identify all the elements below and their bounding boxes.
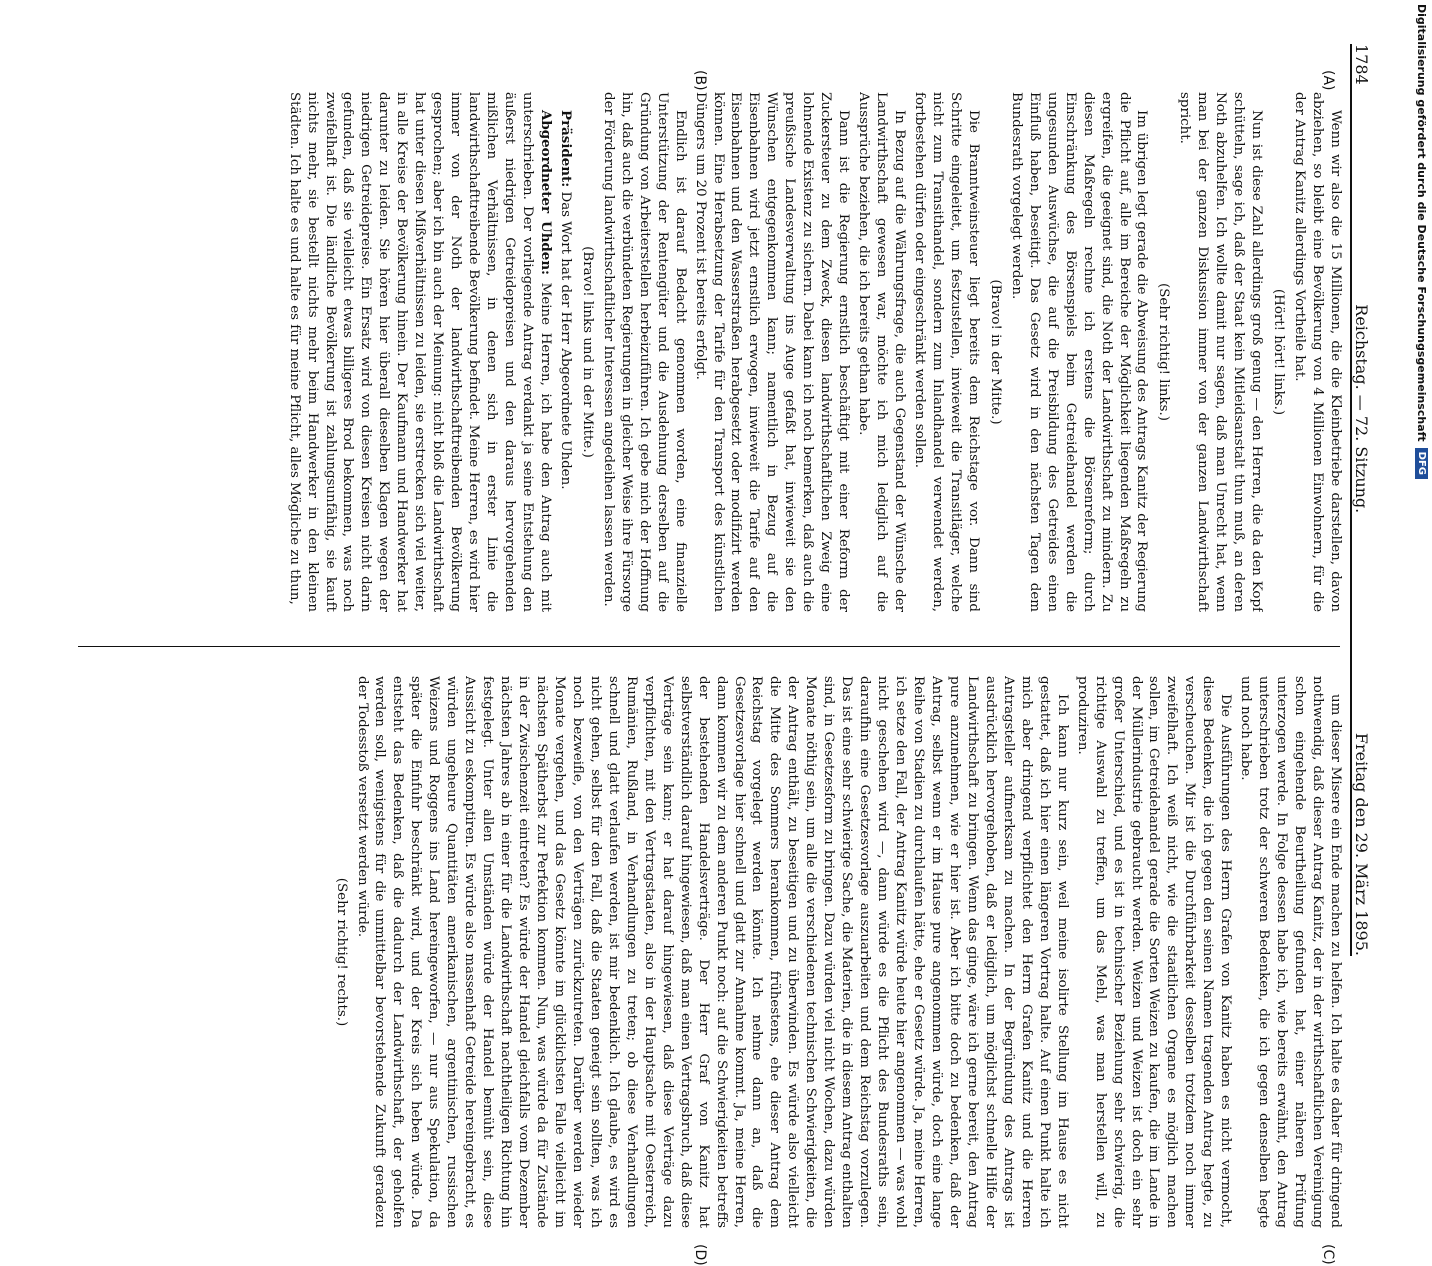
left-text-column bbox=[50, 92, 1344, 612]
speaker-paragraph bbox=[556, 92, 574, 612]
speaker-name: Präsident: bbox=[557, 110, 574, 188]
text-paragraph: Dann ist die Regierung ernstlich beschäftigt mit einer Reform der Zuckersteuer zu dem Zweck, diesen landwirthschaftlichen Zweig eine lohnende Existenz zu sichern. Dabei kann ich noch bemerken, daß auch die preußische Landesverwaltung ins Auge gefaßt hat, inwieweit sie den Wünschen entgegenkommen kann; namentlich in Bezug auf die Eisenbahnen wird jetzt ernstlich erwogen, inwieweit die Tarife auf den Eisenbahnen und den Wasserstraßen herabgesetzt oder modifizirt werden können. Eine Herabsetzung der Tarife für den Transport des künstlichen Düngers um 20 Prozent ist bereits erfolgt. bbox=[692, 92, 852, 612]
text-paragraph: Nun ist diese Zahl allerdings groß genug — den Herren, die da den Kopf schütteln, sage ich, daß der Staat kein Mitleidsanstalt thun muß, an deren Noth abzuhelfen. Ich wollte damit nur sagen, daß man Unrecht hat, wenn man bei der ganzen Diskussion immer von der ganzen Landwirthschaft spricht. bbox=[1177, 92, 1265, 612]
dfg-logo: DFG bbox=[1416, 448, 1429, 479]
session-title: Reichstag. — 72. Sitzung. bbox=[1352, 304, 1371, 514]
margin-letter-b: (B) bbox=[692, 70, 708, 91]
watermark-text: Digitalisierung gefördert durch die Deutsche Forschungsgemeinschaft bbox=[1415, 4, 1429, 442]
page-number: 1784 bbox=[1352, 44, 1371, 85]
text-paragraph: um dieser Misere ein Ende machen zu helfen. Ich halte es daher für dringend nothwendig, daß dieser Antrag Kanitz, der in der wirthschaftlichen Vereinigung schon eingehende Beurtheilung gefunden hat, einer näheren Prüfung unterzogen werde. In Folge dessen habe ich, wie bereits erwähnt, den Antrag unterschrieben trotz der schweren Bedenken, die ich gegen denselben hegte und noch habe. bbox=[1238, 676, 1343, 1228]
text-paragraph: Die Ausführungen des Herrn Grafen von Kanitz haben es nicht vermocht, diese Bedenken, die ich gegen den seinen Namen tragenden Antrag hegte, zu verscheuchen. Mir ist die Durchführbarkeit desselben trotzdem noch immer zweifelhaft. Ich weiß nicht, wie die staatlichen Organe es möglich machen sollen, im Getreidehandel gerade die Sorten Weizen zu kaufen, die im Lande in der Müllerindustrie gebraucht werden. Weizen und Weizen ist doch ein sehr großer Unterschied, und es ist in technischer Beziehung sehr schwierig, die richtige Auswahl zu treffen, um das Mehl, was man herstellen will, zu produziren. bbox=[1074, 676, 1234, 1228]
interjection: (Bravo! in der Mitte.) bbox=[987, 279, 1003, 425]
interjection: (Hört! hört! links.) bbox=[1271, 288, 1287, 416]
text-paragraph: Die Branntweinsteuer liegt bereits dem Reichstage vor. Dann sind Schritte eingeleitet, um festzustellen, inwieweit die Transitläger, welche nicht zum Transithandel, sondern zum Inlandhandel verwendet werden, fortbestehen dürfen oder eingeschränkt werden sollen. bbox=[912, 92, 981, 612]
session-date: Freitag den 29. März 1895. bbox=[1352, 732, 1371, 956]
speech-text: Meine Herren, ich habe den Antrag auch mit unterschrieben. Der vorliegende Antrag verdankt ja seine Entstehung den äußerst niedrigen Getreidepreisen und den daraus hervorgehenden mißlichen Verhältnissen, in denen sich in erster Linie die landwirthschafttreibende Bevölkerung befindet. Meine Herren, es wird hier immer von der Noth der landwirthschafttreibenden Bevölkerung gesprochen; aber ich bin auch der Meinung: nicht bloß die Landwirthschaft hat unter diesen Mißverhältnissen zu leiden, sie erstrecken sich viel weiter, in alle Kreise der Bevölkerung hinein. Der Kaufmann und Handwerker hat darunter zu leiden. Sie hören hier überall dieselben Klagen wegen der niedrigen Getreidepreise. Ein Ersatz wird von diesen Kreisen nicht darin gefunden, daß sie vielleicht etwas billigeres Brod bekommen, was noch zweifelhaft ist. Die ländliche Bevölkerung ist zahlungsunfähig, sie kauft nichts mehr, sie bestellt nichts mehr beim Handwerker in den kleinen Städten. Ich halte es und halte es für meine Pflicht, alles Mögliche zu thun, bbox=[286, 92, 553, 612]
dfg-watermark bbox=[1412, 4, 1432, 1000]
text-paragraph: Ich kann nur kurz sein, weil meine isolirte Stellung im Hause es nicht gestattet, daß ich hier einen längeren Vortrag halte. Auf einen Punkt halte ich mich aber dringend verpflichtet den Herrn Grafen Kanitz und die Herren Antragsteller aufmerksam zu machen. In der Begründung des Antrags ist ausdrücklich hervorgehoben, daß er lediglich, um möglichst schnelle Hilfe der Landwirthschaft zu bringen. Wenn das ginge, wäre ich gerne bereit, den Antrag pure anzunehmen, wie er hier ist. Aber ich bitte doch zu bedenken, daß der Antrag, selbst wenn er im Hause pure angenommen würde, doch eine lange Reihe von Stadien zu durchlaufen hätte, ehe er Gesetz würde. Ja, meine Herren, ich setze den Fall, der Antrag Kanitz würde heute hier angenommen — was wohl nicht geschehen wird —, dann würde es die Pflicht des Bundesraths sein, daraufhin eine Gesetzesvorlage auszuarbeiten und dem Reichstag vorzulegen. Das ist eine sehr schwierige Sache, die Materien, die in diesem Antrag enthalten sind, in Gesetzesform zu bringen. Dazu würden viel nicht Wochen, dazu würden Monate nöthig sein, um alle die verschiedenen technischen Schwierigkeiten, die der Antrag enthält, zu beseitigen und zu überwinden. Es würde also vielleicht die Mitte des Sommers herankommen, frühestens, ehe dieser Antrag dem Reichstag vorgelegt werden könnte. Ich nehme dann an, daß die Gesetzesvorlage hier schnell und glatt zur Annahme kommt. Ja, meine Herren, dann kommen wir zu dem anderen Punkt noch: auf die Schwierigkeiten betreffs der bestehenden Handelsverträge. Der Herr Graf von Kanitz hat selbstverständlich darauf hingewiesen, daß man einen Vertragsbruch, daß diese Verträge sein kann; er hat darauf hingewiesen, daß diese Verträge dazu verpflichten, mit den Vertragstaaten, also in der Hauptsache mit Oesterreich, Rumänien, Rußland, in Verhandlungen zu treten; ob diese Verhandlungen schnell und glatt verlaufen werden, ist mir bedenklich. Ich glaube, es wird es nicht gehen, selbst für den Fall, daß die Staaten geneigt sein sollten, was ich noch bezweifle, von den Verträgen zurückzutreten. Darüber werden wieder Monate vergehen, und das Gesetz könnte im glücklichsten Falle vielleicht im nächsten Spätherbst zur Perfektion kommen. Nun, was würde da für Zustände in der Zwischenzeit eintreten? Es würde der Handel gleichfalls vom Dezember nächsten Jahres ab in einer für die Landwirthschaft nachtheiligen Richtung hin festgelegt. Unter allen Umständen würde der Handel bemüht sein, diese Aussicht zu eskomptiren. Es würde also massenhaft Getreide hereingebracht, es würden ungeheure Quantitäten amerikanischen, argentinischen, russischen Weizens und Roggens ins Land hereingeworfen, — nur aus Spekulation, da später die Einfuhr beschränkt wird, und der Kreis sich heben würde. Da entsteht das Bedenken, daß die dadurch der Landwirthschaft, der geholfen werden soll, wenigstens für die unmittelbar bevorstehende Zukunft geradezu der Todesstoß versetzt werden würde. bbox=[354, 676, 1070, 1228]
right-text-column bbox=[50, 676, 1344, 1228]
speech-text: Das Wort hat der Herr Abgeordnete Uhden. bbox=[557, 191, 573, 490]
column-divider bbox=[78, 646, 1340, 647]
page-header bbox=[1350, 44, 1380, 956]
interjection: (Sehr richtig! links.) bbox=[1156, 283, 1172, 421]
margin-letter-d: (D) bbox=[692, 1244, 708, 1266]
interjection: (Bravo! links und in der Mitte.) bbox=[579, 246, 595, 458]
text-paragraph: In Bezug auf die Währungsfrage, die auch Gegenstand der Wünsche der Landwirthschaft gewesen war, möchte ich mich lediglich auf die Aussprüche beziehen, die ich bereits gethan habe. bbox=[856, 92, 908, 612]
interjection: (Sehr richtig! rechts.) bbox=[333, 877, 349, 1027]
text-paragraph: Im übrigen legt gerade die Abweisung des Antrags Kanitz der Regierung die Pflicht auf, alle im Bereiche der Möglichkeit liegenden Maßregeln zu ergreifen, die geeignet sind, die Noth der Landwirthschaft zu mindern. Zu diesen Maßregeln rechne ich erstens die Börsenreform; durch Einschränkung des Börsenspiels beim Getreidehandel werden die ungesunden Auswüchse, die auf die Preisbildung des Getreides einen Einfluß haben, beseitigt. Das Gesetz wird in den nächsten Tagen dem Bundesrath vorgelegt werden. bbox=[1008, 92, 1150, 612]
text-paragraph: Wenn wir also die 15 Millionen, die die Kleinbetriebe darstellen, davon abziehen, so bleibt eine Bevölkerung von 4 Millionen Einwohnern, für die der Antrag Kanitz allerdings Vortheile hat. bbox=[1292, 92, 1343, 612]
margin-letter-a: (A) bbox=[1320, 70, 1336, 91]
text-paragraph: Endlich ist darauf Bedacht genommen worden, eine finanzielle Unterstützung der Rentengüter und die Ausdehnung derselben auf die Gründung von Arbeiterstellen herbeizuführen. Ich gebe mich der Hoffnung hin, daß auch die verbündeten Regierungen in gleicher Weise ihre Fürsorge der Förderung landwirthschaftlicher Interessen angedeihen lassen werden. bbox=[600, 92, 688, 612]
speaker-name: Abgeordneter Uhden: bbox=[537, 110, 554, 275]
margin-letter-c: (C) bbox=[1320, 1244, 1336, 1265]
speaker-paragraph bbox=[285, 92, 554, 612]
